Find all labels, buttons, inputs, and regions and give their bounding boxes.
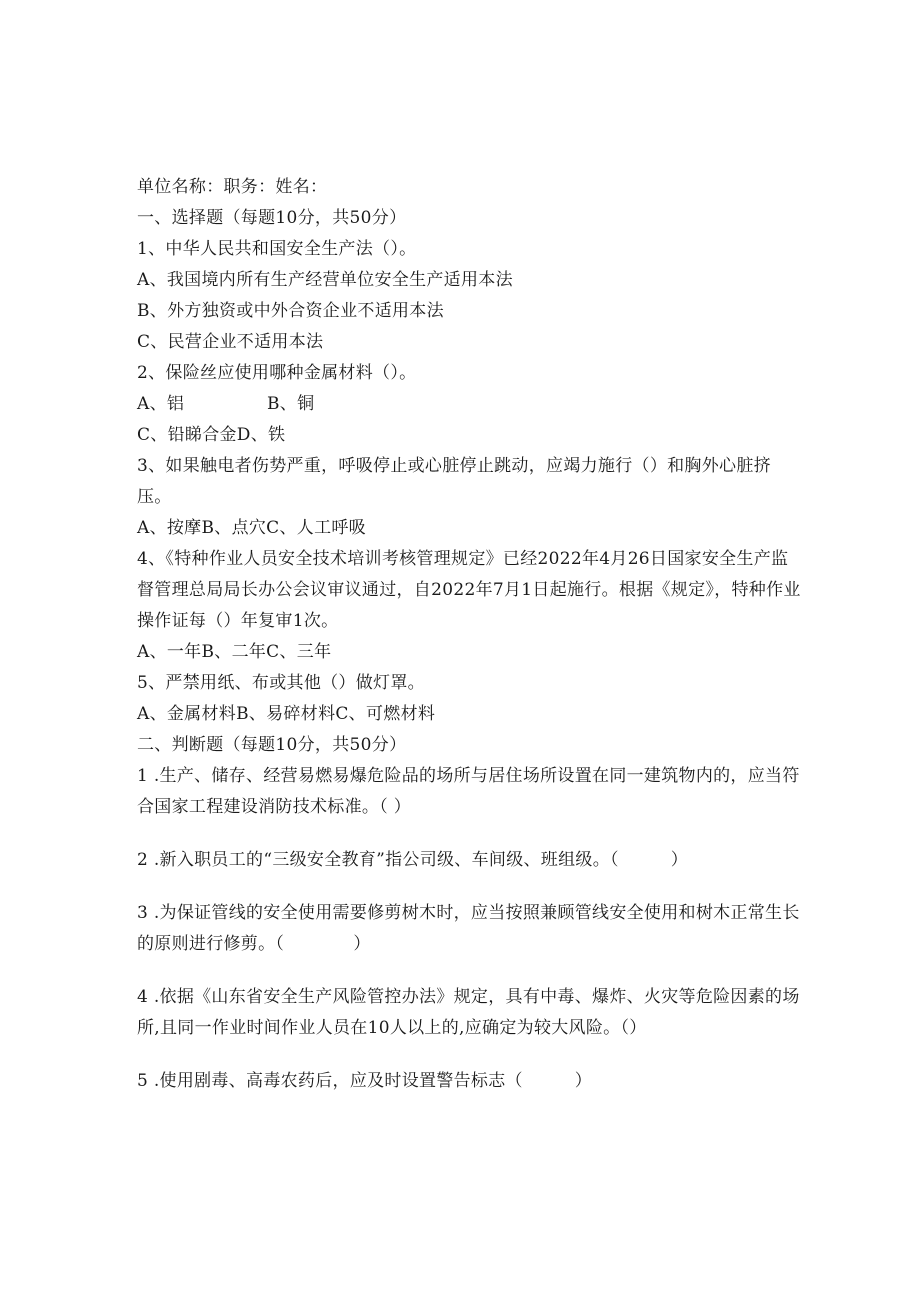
question-1-stem: 1、中华人民共和国安全生产法（）。 [137,239,417,259]
question-2-options-cd: C、铅睇合金D、铁 [137,425,286,445]
question-2-option-b: B、铜 [267,394,315,414]
exam-content [137,172,802,1097]
spacer [137,876,802,898]
judgment-item-2: 2 .新入职员工的“三级安全教育”指公司级、车间级、班组级。（ ） [137,850,689,870]
question-5-stem: 5、严禁用纸、布或其他（）做灯罩。 [137,673,425,693]
question-1-option-b: B、外方独资或中外合资企业不适用本法 [137,301,444,321]
info-line: 单位名称：职务：姓名： [137,177,328,197]
question-2-option-a: A、铝 [137,394,185,414]
section1-title: 一、选择题（每题10分，共50分） [137,208,407,228]
question-2-stem: 2、保险丝应使用哪种金属材料（）。 [137,363,417,383]
question-3-stem: 3、如果触电者伤势严重，呼吸停止或心脏停止跳动，应竭力施行（）和胸外心脏挤压。 [137,456,771,507]
question-1-option-c: C、民营企业不适用本法 [137,332,324,352]
judgment-item-5: 5 .使用剧毒、高毒农药后，应及时设置警告标志（ ） [137,1071,593,1091]
question-1-option-a: A、我国境内所有生产经营单位安全生产适用本法 [137,270,513,290]
spacer [137,960,802,982]
judgment-item-4: 4 .依据《山东省安全生产风险管控办法》规定，具有中毒、爆炸、火灾等危险因素的场所,且同一作业时间作业人员在10人以上的,应确定为较大风险。（） [137,987,800,1038]
question-2-options-ab [137,389,802,420]
question-4-options: A、一年B、二年C、三年 [137,642,332,662]
question-5-options: A、金属材料B、易碎材料C、可燃材料 [137,704,436,724]
judgment-item-1: 1 .生产、储存、经营易燃易爆危险品的场所与居住场所设置在同一建筑物内的，应当符合国家工程建设消防技术标准。（ ） [137,766,800,817]
spacer [137,1044,802,1066]
spacer [137,823,802,845]
question-4-stem: 4、《特种作业人员安全技术培训考核管理规定》已经2022年4月26日国家安全生产监督管理总局局长办公会议审议通过，自2022年7月1日起施行。根据《规定》，特种作业操作证每（）年复审1次。 [137,549,801,631]
question-3-options: A、按摩B、点穴C、人工呼吸 [137,518,366,538]
section2-title: 二、判断题（每题10分，共50分） [137,735,407,755]
judgment-item-3: 3 .为保证管线的安全使用需要修剪树木时，应当按照兼顾管线安全使用和树木正常生长的原则进行修剪。（ ） [137,903,800,954]
